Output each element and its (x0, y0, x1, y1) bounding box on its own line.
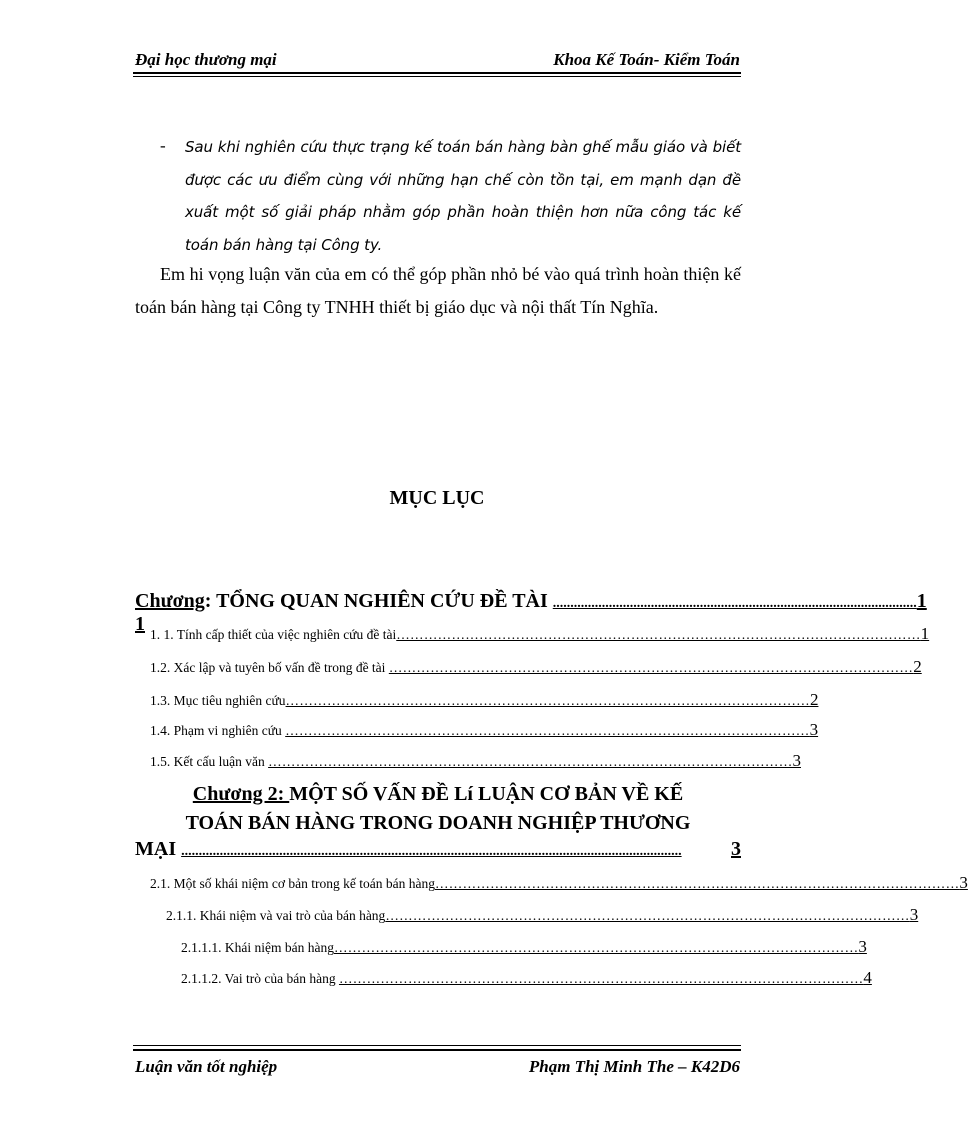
toc-item-label: 2.1.1.2. Vai trò của bán hàng (181, 971, 339, 986)
toc-chapter-2-last-line[interactable] (135, 838, 741, 861)
chapter-1-label: Chương 1 (135, 590, 205, 635)
toc-item-leader: …………………………………………………………………………………………………… (388, 660, 914, 675)
toc-item-leader: …………………………………………………………………………………………………… (396, 627, 921, 642)
chapter-2-leader: ............................................................................................................................................... (181, 844, 682, 859)
chapter-2-title-line3: MẠI (135, 838, 182, 860)
toc-item[interactable] (150, 657, 922, 677)
chapter-1-title: : TỔNG QUAN NGHIÊN CỨU ĐỀ TÀI (204, 590, 553, 612)
bullet-text: Sau khi nghiên cứu thực trạng kế toán bán hàng bàn ghế mẫu giáo và biết được các ưu điểm cùng với những hạn chế còn tồn tại, em mạnh dạn đề xuất một số giải pháp nhằm góp phần hoàn thiện hơn nữa công tác kế toán bán hàng tại Công ty. (185, 138, 741, 254)
header-rule-thin (133, 76, 741, 77)
toc-item-leader: …………………………………………………………………………………………………… (434, 876, 960, 891)
toc-item[interactable] (150, 873, 968, 893)
header-left: Đại học thương mại (135, 50, 277, 69)
toc-item-page: 3 (909, 905, 919, 924)
toc-item-label: 2.1.1.1. Khái niệm bán hàng (181, 940, 334, 955)
header-rule (133, 72, 741, 74)
toc-item-label: 2.1.1. Khái niệm và vai trò của bán hàng (166, 908, 386, 923)
header-right: Khoa Kế Toán- Kiểm Toán (553, 50, 740, 69)
toc-item-label: 2.1. Một số khái niệm cơ bản trong kế toán bán hàng (150, 876, 435, 891)
toc-item[interactable] (181, 937, 867, 957)
toc-item-page: 3 (792, 751, 801, 770)
toc-item-label: 1.4. Phạm vi nghiên cứu (150, 723, 286, 738)
toc-item[interactable] (150, 751, 801, 771)
toc-item-page: 1 (920, 624, 930, 643)
toc-item[interactable] (181, 968, 872, 988)
bullet-marker: - (160, 136, 166, 155)
toc-item-leader: …………………………………………………………………………………………………… (268, 754, 793, 769)
toc-item-label: 1.3. Mục tiêu nghiên cứu (150, 693, 286, 708)
chapter-2-title-line2: TOÁN BÁN HÀNG TRONG DOANH NGHIỆP THƯƠNG (185, 812, 691, 834)
footer-left: Luận văn tốt nghiệp (135, 1057, 278, 1076)
toc-title: MỤC LỤC (389, 487, 485, 509)
toc-item[interactable] (166, 905, 919, 925)
footer-rule (133, 1049, 741, 1051)
footer-rule-thin (133, 1045, 741, 1046)
toc-item[interactable] (150, 624, 930, 644)
toc-item-leader: …………………………………………………………………………………………………… (333, 940, 859, 955)
toc-item-leader: …………………………………………………………………………………………………… (338, 971, 864, 986)
toc-item-page: 3 (809, 720, 819, 739)
chapter-2-title-line1: MỘT SỐ VẤN ĐỀ Lí LUẬN CƠ BẢN VỀ KẾ (289, 783, 684, 805)
chapter-2-label: Chương 2: (192, 783, 290, 805)
toc-item-page: 3 (959, 873, 968, 892)
toc-chapter-2[interactable] (135, 780, 741, 838)
toc-item-page: 3 (858, 937, 867, 956)
toc-item-page: 2 (809, 690, 819, 709)
toc-item-leader: …………………………………………………………………………………………………… (285, 723, 810, 738)
toc-item-label: 1. 1. Tính cấp thiết của việc nghiên cứu đề tài (150, 627, 397, 642)
chapter-2-page: 3 (731, 838, 741, 860)
toc-item-leader: …………………………………………………………………………………………………… (285, 693, 810, 708)
toc-item-label: 1.5. Kết cấu luận văn (150, 754, 269, 769)
toc-item[interactable] (150, 720, 819, 740)
footer-right: Phạm Thị Minh The – K42D6 (528, 1057, 740, 1076)
toc-item-page: 4 (863, 968, 872, 987)
toc-item-leader: …………………………………………………………………………………………………… (385, 908, 910, 923)
body-paragraph: Em hi vọng luận văn của em có thể góp phần nhỏ bé vào quá trình hoàn thiện kế toán bán hàng tại Công ty TNHH thiết bị giáo dục và nội thất Tín Nghĩa. (135, 264, 741, 317)
chapter-1-leader: ........................................................................................................ (552, 596, 917, 611)
toc-item-label: 1.2. Xác lập và tuyên bố vấn đề trong đề tài (150, 660, 389, 675)
chapter-1-page: 1 (916, 590, 927, 612)
toc-item-page: 2 (913, 657, 922, 676)
toc-item[interactable] (150, 690, 819, 710)
